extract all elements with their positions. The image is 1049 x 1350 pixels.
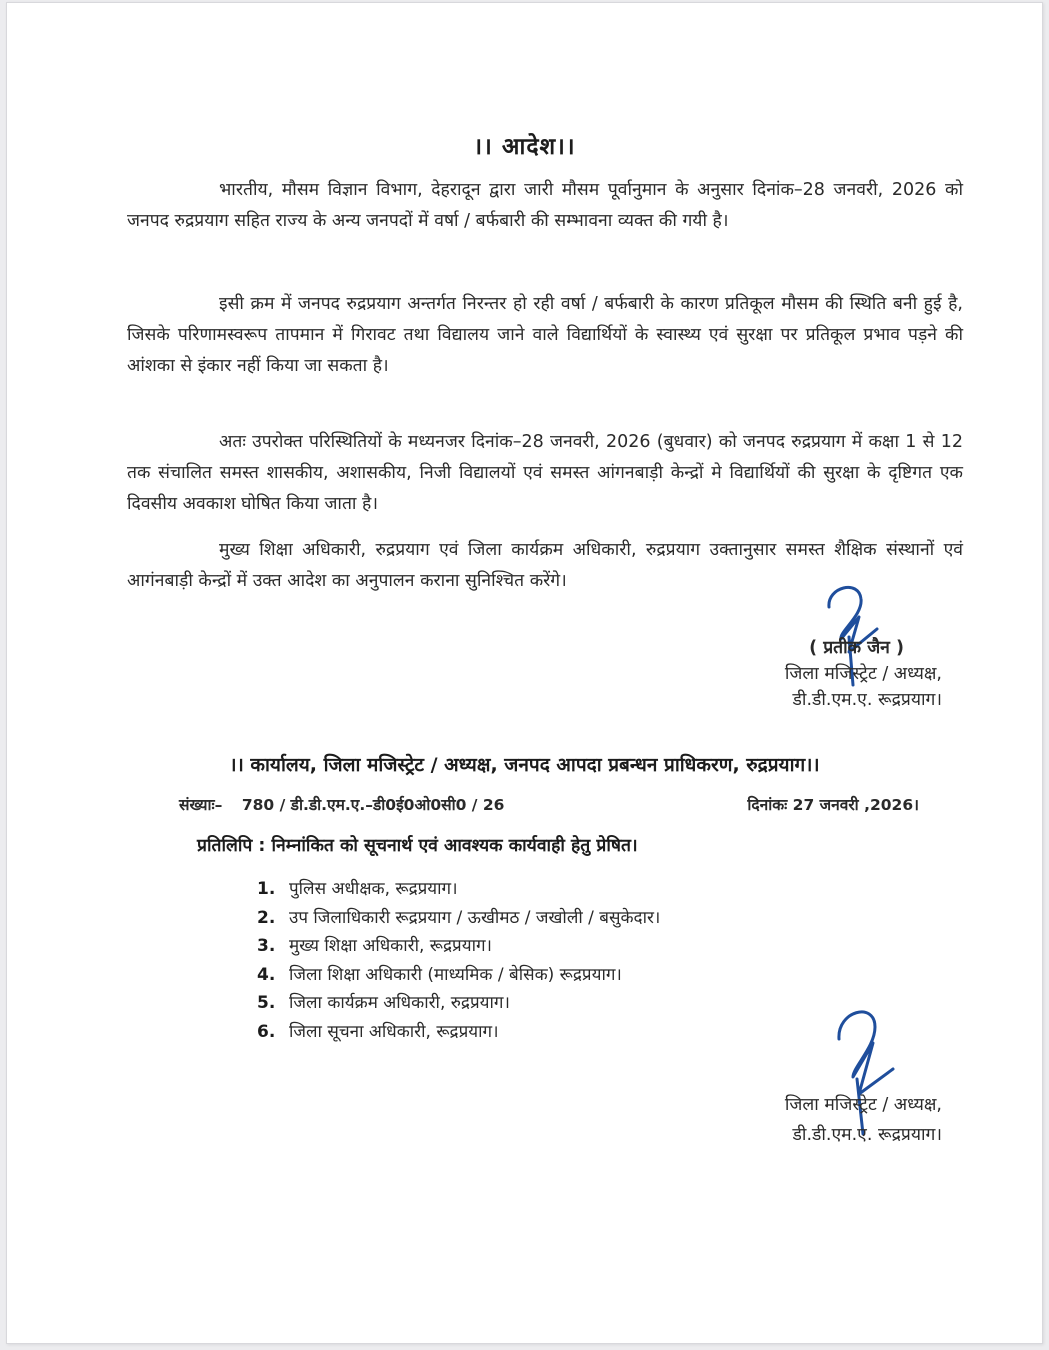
list-text: उप जिलाधिकारी रूद्रप्रयाग / ऊखीमठ / जखोली / बसुकेदार।	[289, 907, 661, 928]
order-paragraph-2: इसी क्रम में जनपद रुद्रप्रयाग अन्तर्गत निरन्तर हो रही वर्षा / बर्फबारी के कारण प्रतिकूल मौसम की स्थिति बनी हुई है, जिसके परिणामस्वरूप तापमान में गिरावट तथा विद्यालय जाने वाले विद्यार्थियों के स्वास्थ्य एवं सुरक्षा पर प्रतिकूल प्रभाव पड़ने की आंशका से इंकार नहीं किया जा सकता है।	[127, 294, 963, 376]
signatory-authority: डी.डी.एम.ए. रूद्रप्रयाग।	[792, 690, 942, 710]
order-paragraph-3: अतः उपरोक्त परिस्थितियों के मध्यनजर दिनांक–28 जनवरी, 2026 (बुधवार) को जनपद रुद्रप्रयाग में कक्षा 1 से 12 तक संचालित समस्त शासकीय, अशासकीय, निजी विद्यालयों एवं समस्त आंगनबाड़ी केन्द्रों मे विद्यार्थियों की सुरक्षा के दृष्टिगत एक दिवसीय अवकाश घोषित किया जाता है।	[127, 432, 963, 514]
list-text: जिला शिक्षा अधिकारी (माध्यमिक / बेसिक) रूद्रप्रयाग।	[289, 964, 622, 985]
list-text: मुख्य शिक्षा अधिकारी, रूद्रप्रयाग।	[289, 936, 492, 956]
signature-block	[785, 635, 942, 713]
list-text: पुलिस अधीक्षक, रूद्रप्रयाग।	[289, 879, 458, 899]
document-page	[6, 2, 1043, 1344]
list-item	[257, 961, 660, 990]
list-number: 4.	[257, 964, 276, 985]
signatory2-designation: जिला मजिस्ट्रेट / अध्यक्ष,	[784, 1095, 942, 1115]
order-title: ।। आदेश।।	[473, 134, 576, 160]
list-number: 2.	[257, 907, 276, 928]
reference-number-label: संख्याः–	[179, 796, 223, 814]
copy-to-line: प्रतिलिपि : निम्नांकित को सूचनार्थ एवं आवश्यक कार्यवाही हेतु प्रेषित।	[197, 836, 638, 856]
list-item	[257, 989, 660, 1018]
signatory2-authority: डी.डी.एम.ए. रूद्रप्रयाग।	[792, 1125, 942, 1145]
reference-number-value: 780 / डी.डी.एम.ए.–डी0ई0ओ0सी0 / 26	[241, 796, 505, 814]
list-text: जिला सूचना अधिकारी, रूद्रप्रयाग।	[289, 1021, 499, 1042]
list-item	[257, 875, 660, 904]
reference-line	[179, 793, 919, 815]
list-item	[257, 932, 660, 961]
signatory-designation: जिला मजिस्ट्रेट / अध्यक्ष,	[784, 664, 942, 684]
list-number: 1.	[257, 879, 276, 899]
list-item	[257, 1018, 660, 1047]
office-header: ।। कार्यालय, जिला मजिस्ट्रेट / अध्यक्ष, जनपद आपदा प्रबन्धन प्राधिकरण, रुद्रप्रयाग।।	[229, 754, 820, 776]
reference-date	[747, 793, 919, 815]
list-number: 3.	[257, 936, 276, 956]
signatory-name: ( प्रतीक जैन )	[809, 638, 904, 658]
order-paragraph-1: भारतीय, मौसम विज्ञान विभाग, देहरादून द्वारा जारी मौसम पूर्वानुमान के अनुसार दिनांक–28 जनवरी, 2026 को जनपद रुद्रप्रयाग सहित राज्य के अन्य जनपदों में वर्षा / बर्फबारी की सम्भावना व्यक्त की गयी है।	[127, 180, 963, 231]
reference-date-value: 27 जनवरी ,2026।	[792, 796, 919, 814]
distribution-list	[257, 875, 660, 1046]
list-text: जिला कार्यक्रम अधिकारी, रुद्रप्रयाग।	[289, 993, 510, 1013]
list-number: 6.	[257, 1021, 276, 1042]
reference-date-label: दिनांकः	[747, 796, 788, 814]
reference-number	[179, 793, 504, 815]
order-paragraph-4: मुख्य शिक्षा अधिकारी, रुद्रप्रयाग एवं जिला कार्यक्रम अधिकारी, रुद्रप्रयाग उक्तानुसार समस्त शैक्षिक संस्थानों एवं आगंनबाड़ी केन्द्रों में उक्त आदेश का अनुपालन कराना सुनिश्चित करेंगे।	[127, 540, 963, 591]
list-item	[257, 904, 660, 933]
list-number: 5.	[257, 993, 276, 1013]
signature-block-2	[785, 1090, 942, 1150]
